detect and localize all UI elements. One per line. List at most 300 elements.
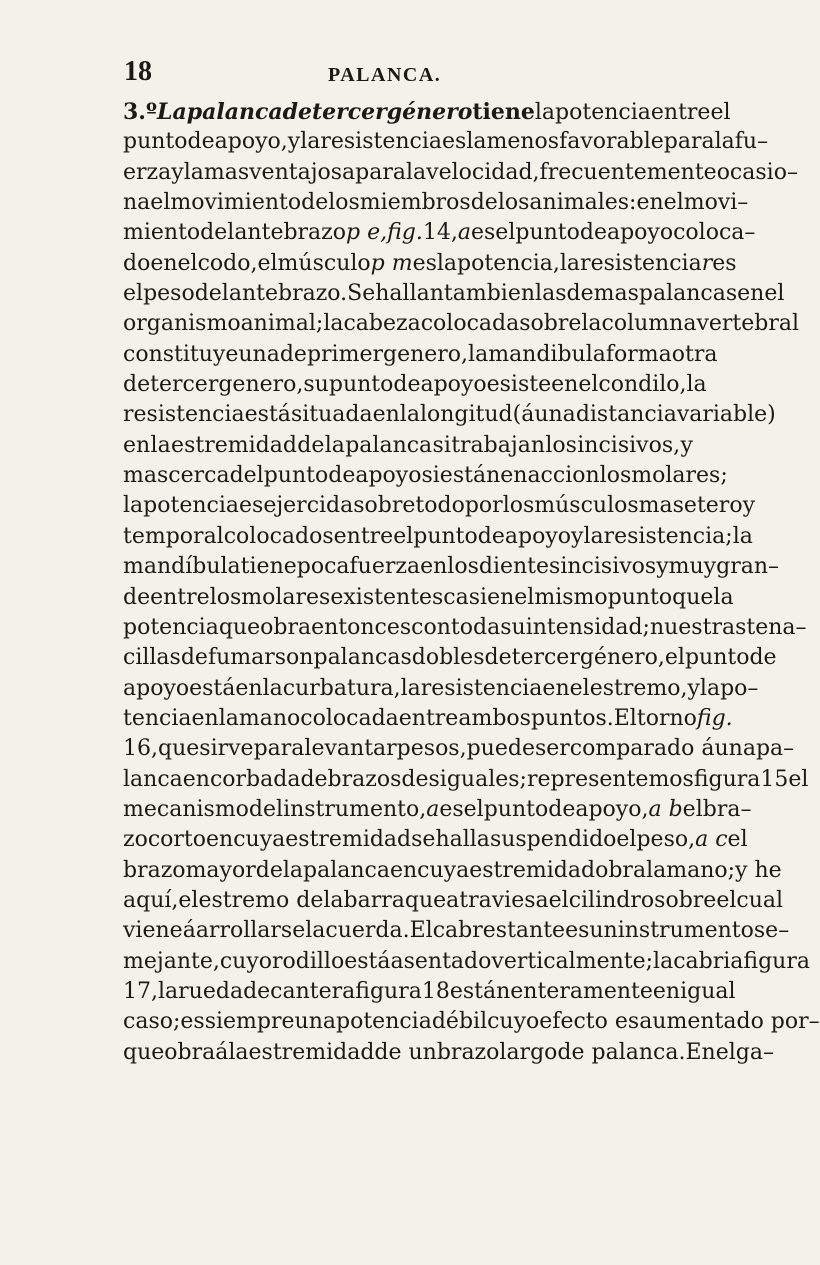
word: en <box>389 857 418 883</box>
word: colocada <box>420 311 520 337</box>
word: cuyo <box>219 948 273 974</box>
word: el <box>569 675 590 701</box>
word: los <box>502 493 535 519</box>
word: cantera <box>270 978 356 1004</box>
word: estremidad <box>248 1039 375 1065</box>
word: de un <box>374 1039 437 1065</box>
word: y <box>171 159 184 185</box>
word: en <box>206 827 234 853</box>
word: ventajosa <box>249 159 356 185</box>
word: el <box>715 1039 736 1065</box>
text-line <box>123 886 784 916</box>
word: punto <box>263 463 329 489</box>
word: es <box>239 493 264 519</box>
word: que <box>218 614 261 640</box>
word: á <box>521 402 535 428</box>
word: y he <box>735 857 782 883</box>
word: estremidad <box>469 857 596 883</box>
text-line <box>123 249 737 279</box>
word: mandibula <box>488 341 606 367</box>
word: situada <box>290 402 373 428</box>
text-line <box>123 613 807 643</box>
word: na <box>123 190 151 216</box>
word: género, <box>579 645 665 671</box>
word: antebrazo <box>234 220 347 246</box>
word: el <box>123 281 144 307</box>
word: de <box>300 766 328 792</box>
word: está <box>344 948 391 974</box>
word: movi– <box>683 190 749 216</box>
word: entre <box>333 523 394 549</box>
word: el <box>727 827 748 853</box>
word: de <box>123 372 151 398</box>
word: de <box>484 645 512 671</box>
word: es <box>565 918 590 944</box>
word: estremidad <box>171 432 297 458</box>
word: comparado á <box>569 736 715 762</box>
text-line <box>123 188 749 218</box>
word: cabrestante <box>432 918 566 944</box>
word: estremidad <box>285 827 412 853</box>
word: la <box>583 523 604 549</box>
word: para <box>253 736 305 762</box>
word: El <box>409 918 433 944</box>
word: la <box>300 129 321 155</box>
word: resistencia <box>420 675 543 701</box>
word: el <box>788 766 809 792</box>
word: resistencia <box>123 402 245 428</box>
word: de <box>180 645 208 671</box>
word: obra <box>595 857 647 883</box>
word: cabeza <box>343 311 421 337</box>
word: punto <box>413 523 478 549</box>
word: palanca <box>186 99 283 125</box>
word: resistencia; <box>603 523 733 549</box>
word: cuya <box>417 857 470 883</box>
word: la <box>218 705 239 731</box>
word: variable) <box>676 402 776 428</box>
text-line <box>123 977 736 1007</box>
word: todo <box>415 493 465 519</box>
word: 3.º <box>123 99 157 125</box>
word: lanca <box>123 766 183 792</box>
word: la <box>732 523 753 549</box>
word: 14, <box>422 220 458 246</box>
word: que <box>404 887 447 913</box>
word: viene <box>123 918 183 944</box>
word: poca <box>296 554 350 580</box>
word: punto <box>328 372 394 398</box>
page-number: 18 <box>124 56 152 87</box>
word: animal; <box>240 311 324 337</box>
word: pa– <box>755 736 795 762</box>
word: incisivos <box>560 554 657 580</box>
word: do <box>123 250 151 276</box>
word: la <box>400 675 421 701</box>
word: es <box>439 796 464 822</box>
text-line <box>123 309 800 339</box>
text-line <box>123 704 733 734</box>
word: punto <box>684 645 750 671</box>
word: en <box>123 432 151 458</box>
word: potencia <box>123 614 219 640</box>
word: ambos <box>458 705 531 731</box>
word: de <box>282 99 312 125</box>
word: codo, <box>197 250 258 276</box>
word: es <box>442 129 467 155</box>
word: una <box>294 1009 336 1035</box>
word: en <box>191 705 219 731</box>
word: esiste <box>486 372 552 398</box>
text-line <box>123 1007 820 1037</box>
word: brazo <box>123 857 186 883</box>
word: el <box>716 887 737 913</box>
word: incisivos, <box>577 432 681 458</box>
word: intensidad; <box>525 614 650 640</box>
word: la <box>713 584 734 610</box>
word: la <box>714 129 735 155</box>
word: cuyo <box>487 1009 540 1035</box>
text-line <box>123 825 748 855</box>
word: está <box>189 675 236 701</box>
word: toda <box>450 614 501 640</box>
word: mayor <box>185 857 256 883</box>
word: apoyo <box>504 523 572 549</box>
word: erza <box>123 159 172 185</box>
word: gran– <box>716 554 779 580</box>
word: siempre <box>204 1009 295 1035</box>
word: de <box>328 463 356 489</box>
word: potencia <box>336 1009 432 1035</box>
word: el <box>663 190 684 216</box>
word: verticalmente; <box>491 948 654 974</box>
word: mano; <box>666 857 736 883</box>
word: y <box>687 675 700 701</box>
word: el <box>664 645 685 671</box>
word: sirve <box>199 736 254 762</box>
word: la <box>324 432 345 458</box>
text-line <box>123 491 756 521</box>
word: mas <box>123 463 169 489</box>
word: apoyo <box>123 675 190 701</box>
word: movimiento <box>170 190 302 216</box>
word: para <box>663 129 715 155</box>
word: de <box>548 796 576 822</box>
word: en <box>235 675 263 701</box>
text-line <box>123 158 798 188</box>
word: efecto es <box>539 1009 640 1035</box>
word: resistencia <box>580 250 702 276</box>
word: es <box>712 250 737 276</box>
word: apoyo <box>355 463 422 489</box>
word: figura <box>743 948 810 974</box>
word: de <box>301 190 329 216</box>
word: nuestras <box>649 614 747 640</box>
word: la <box>466 129 487 155</box>
word: condilo, <box>598 372 687 398</box>
word: frecuentemente <box>539 159 717 185</box>
word: y <box>680 432 693 458</box>
word: estremo, <box>589 675 688 701</box>
word: es <box>412 250 437 276</box>
word: instrumento, <box>283 796 427 822</box>
word: del <box>200 220 235 246</box>
word: los <box>209 584 242 610</box>
word: miento <box>123 220 201 246</box>
word: tercer <box>150 372 219 398</box>
word: pesos, <box>396 736 467 762</box>
word: zo <box>123 827 148 853</box>
word: de <box>279 341 307 367</box>
word: velocidad, <box>426 159 540 185</box>
word: otra <box>671 341 718 367</box>
word: tiene <box>472 99 535 125</box>
word: favorable <box>559 129 664 155</box>
word: se– <box>753 918 790 944</box>
word: miembros <box>359 190 471 216</box>
word: la <box>581 311 602 337</box>
word: tambien <box>443 281 536 307</box>
word: en <box>372 402 400 428</box>
word: el <box>150 190 171 216</box>
word: 15 <box>760 766 789 792</box>
word: con <box>411 614 451 640</box>
word: cillas <box>123 645 181 671</box>
text-line <box>123 127 769 157</box>
word: colocada <box>300 705 399 731</box>
word: á <box>182 918 196 944</box>
text-line <box>123 643 777 673</box>
word: mismo <box>534 584 608 610</box>
word: rueda <box>178 978 244 1004</box>
word: constituye <box>123 341 239 367</box>
word: sobre <box>654 887 717 913</box>
word: el <box>616 827 637 853</box>
word: accion <box>527 463 600 489</box>
word: los <box>328 190 360 216</box>
word: están <box>439 463 501 489</box>
word: tena– <box>746 614 807 640</box>
word: débil <box>431 1009 488 1035</box>
word: cual <box>736 887 784 913</box>
word: aumentado por– <box>639 1009 820 1035</box>
word: palanca <box>303 857 390 883</box>
word: ejercida <box>263 493 354 519</box>
word: en <box>636 190 664 216</box>
word: fu– <box>734 129 769 155</box>
word: están <box>449 978 511 1004</box>
word: y <box>571 523 584 549</box>
word: la <box>323 887 344 913</box>
text-line <box>123 1038 774 1068</box>
word: La <box>156 99 187 125</box>
word: de <box>749 645 777 671</box>
word: que <box>123 1039 165 1065</box>
word: estremo de <box>198 887 324 913</box>
word: mejante, <box>123 948 220 974</box>
word: el <box>514 584 535 610</box>
word: de <box>255 857 283 883</box>
word: de <box>393 372 421 398</box>
word: la <box>436 250 458 276</box>
word: a c <box>695 827 728 853</box>
word: de <box>470 190 498 216</box>
word: el <box>257 250 278 276</box>
word: por <box>464 493 503 519</box>
word: del <box>194 281 229 307</box>
word: tercer <box>312 99 387 125</box>
word: genero, <box>383 341 469 367</box>
word: fig. <box>696 705 733 731</box>
word: para <box>355 159 407 185</box>
word: el <box>463 796 484 822</box>
word: el <box>764 281 785 307</box>
word: mandíbula <box>123 554 241 580</box>
word: antebrazo. <box>228 281 348 307</box>
word: muy <box>668 554 717 580</box>
word: tiene <box>240 554 297 580</box>
word: el <box>548 887 569 913</box>
word: es <box>470 220 496 246</box>
word: apoyo <box>606 220 674 246</box>
word: punto <box>607 584 673 610</box>
word: la <box>123 493 144 519</box>
word: mecanismo <box>123 796 249 822</box>
word: arrollarse <box>195 918 306 944</box>
word: son <box>274 645 314 671</box>
word: la <box>406 159 427 185</box>
word: de palanca. <box>557 1039 686 1065</box>
word: peso, <box>636 827 696 853</box>
text-line <box>123 734 795 764</box>
text-line <box>123 400 776 430</box>
word: apoyo, <box>575 796 649 822</box>
word: el <box>178 887 199 913</box>
word: obra <box>164 1039 216 1065</box>
word: representemos <box>526 766 694 792</box>
word: , <box>552 250 560 276</box>
word: fumar <box>207 645 275 671</box>
word: barra <box>343 887 405 913</box>
word: si <box>421 463 440 489</box>
word: organismo <box>123 311 241 337</box>
word: los <box>497 190 530 216</box>
text-line <box>123 552 779 582</box>
word: sobre <box>519 311 582 337</box>
word: el <box>578 372 599 398</box>
word: entre <box>398 705 459 731</box>
word: colocados <box>223 523 334 549</box>
word: sobre <box>353 493 416 519</box>
word: temporal <box>123 523 224 549</box>
word: punto <box>123 129 188 155</box>
word: apoyo <box>420 372 487 398</box>
text-line <box>123 218 756 248</box>
word: dientes <box>478 554 561 580</box>
word: columna <box>601 311 697 337</box>
word: la <box>158 978 179 1004</box>
word: curbatura, <box>282 675 401 701</box>
word: coloca– <box>673 220 756 246</box>
word: la <box>323 311 344 337</box>
text-line <box>123 947 810 977</box>
word: músculos <box>534 493 639 519</box>
word: el <box>682 796 703 822</box>
word: del <box>229 463 264 489</box>
word: y <box>656 554 669 580</box>
word: potencia <box>457 250 553 276</box>
word: una <box>714 736 756 762</box>
word: puede <box>466 736 535 762</box>
word: torno <box>636 705 697 731</box>
word: fuerza <box>349 554 421 580</box>
text-line <box>123 431 693 461</box>
word: apoyo, <box>214 129 288 155</box>
text-line <box>123 583 734 613</box>
word: á <box>215 1039 229 1065</box>
word: y <box>742 493 756 519</box>
word: resistencia <box>320 129 442 155</box>
word: p e, <box>346 220 388 246</box>
word: 16, <box>123 736 158 762</box>
word: hallan <box>375 281 444 307</box>
text-line <box>123 674 759 704</box>
word: rodillo <box>272 948 345 974</box>
word: vertebral <box>696 311 800 337</box>
word: cuya <box>233 827 286 853</box>
word: Se <box>347 281 376 307</box>
word: atraviesa <box>446 887 549 913</box>
word: p m <box>370 250 413 276</box>
word: encorbada <box>182 766 301 792</box>
word: el <box>710 100 731 125</box>
text-line <box>123 461 728 491</box>
word: ocasio– <box>716 159 798 185</box>
word: de <box>297 432 325 458</box>
word: del <box>248 796 284 822</box>
text-line <box>123 916 790 946</box>
word: aquí, <box>123 887 179 913</box>
text-line <box>123 97 731 127</box>
word: la <box>262 675 283 701</box>
word: la <box>653 948 674 974</box>
word: fig. <box>387 220 423 246</box>
word: en <box>150 250 178 276</box>
page-header <box>124 56 684 96</box>
word: la <box>559 250 581 276</box>
word: brazo <box>436 1039 500 1065</box>
word: bra– <box>702 796 752 822</box>
word: trabajan <box>451 432 545 458</box>
text-line <box>123 340 718 370</box>
word: de <box>243 978 271 1004</box>
word: su <box>303 372 329 398</box>
word: molares <box>241 584 331 610</box>
word: entre <box>650 100 711 125</box>
running-head: PALANCA. <box>328 64 442 86</box>
word: animales: <box>529 190 637 216</box>
word: cuerda. <box>325 918 410 944</box>
word: palancas <box>638 281 738 307</box>
word: molares; <box>631 463 728 489</box>
word: en <box>551 372 579 398</box>
word: si <box>432 432 451 458</box>
text-line <box>123 279 785 309</box>
text-line <box>123 765 809 795</box>
word: en <box>500 463 528 489</box>
word: forma <box>605 341 672 367</box>
word: la <box>686 372 707 398</box>
